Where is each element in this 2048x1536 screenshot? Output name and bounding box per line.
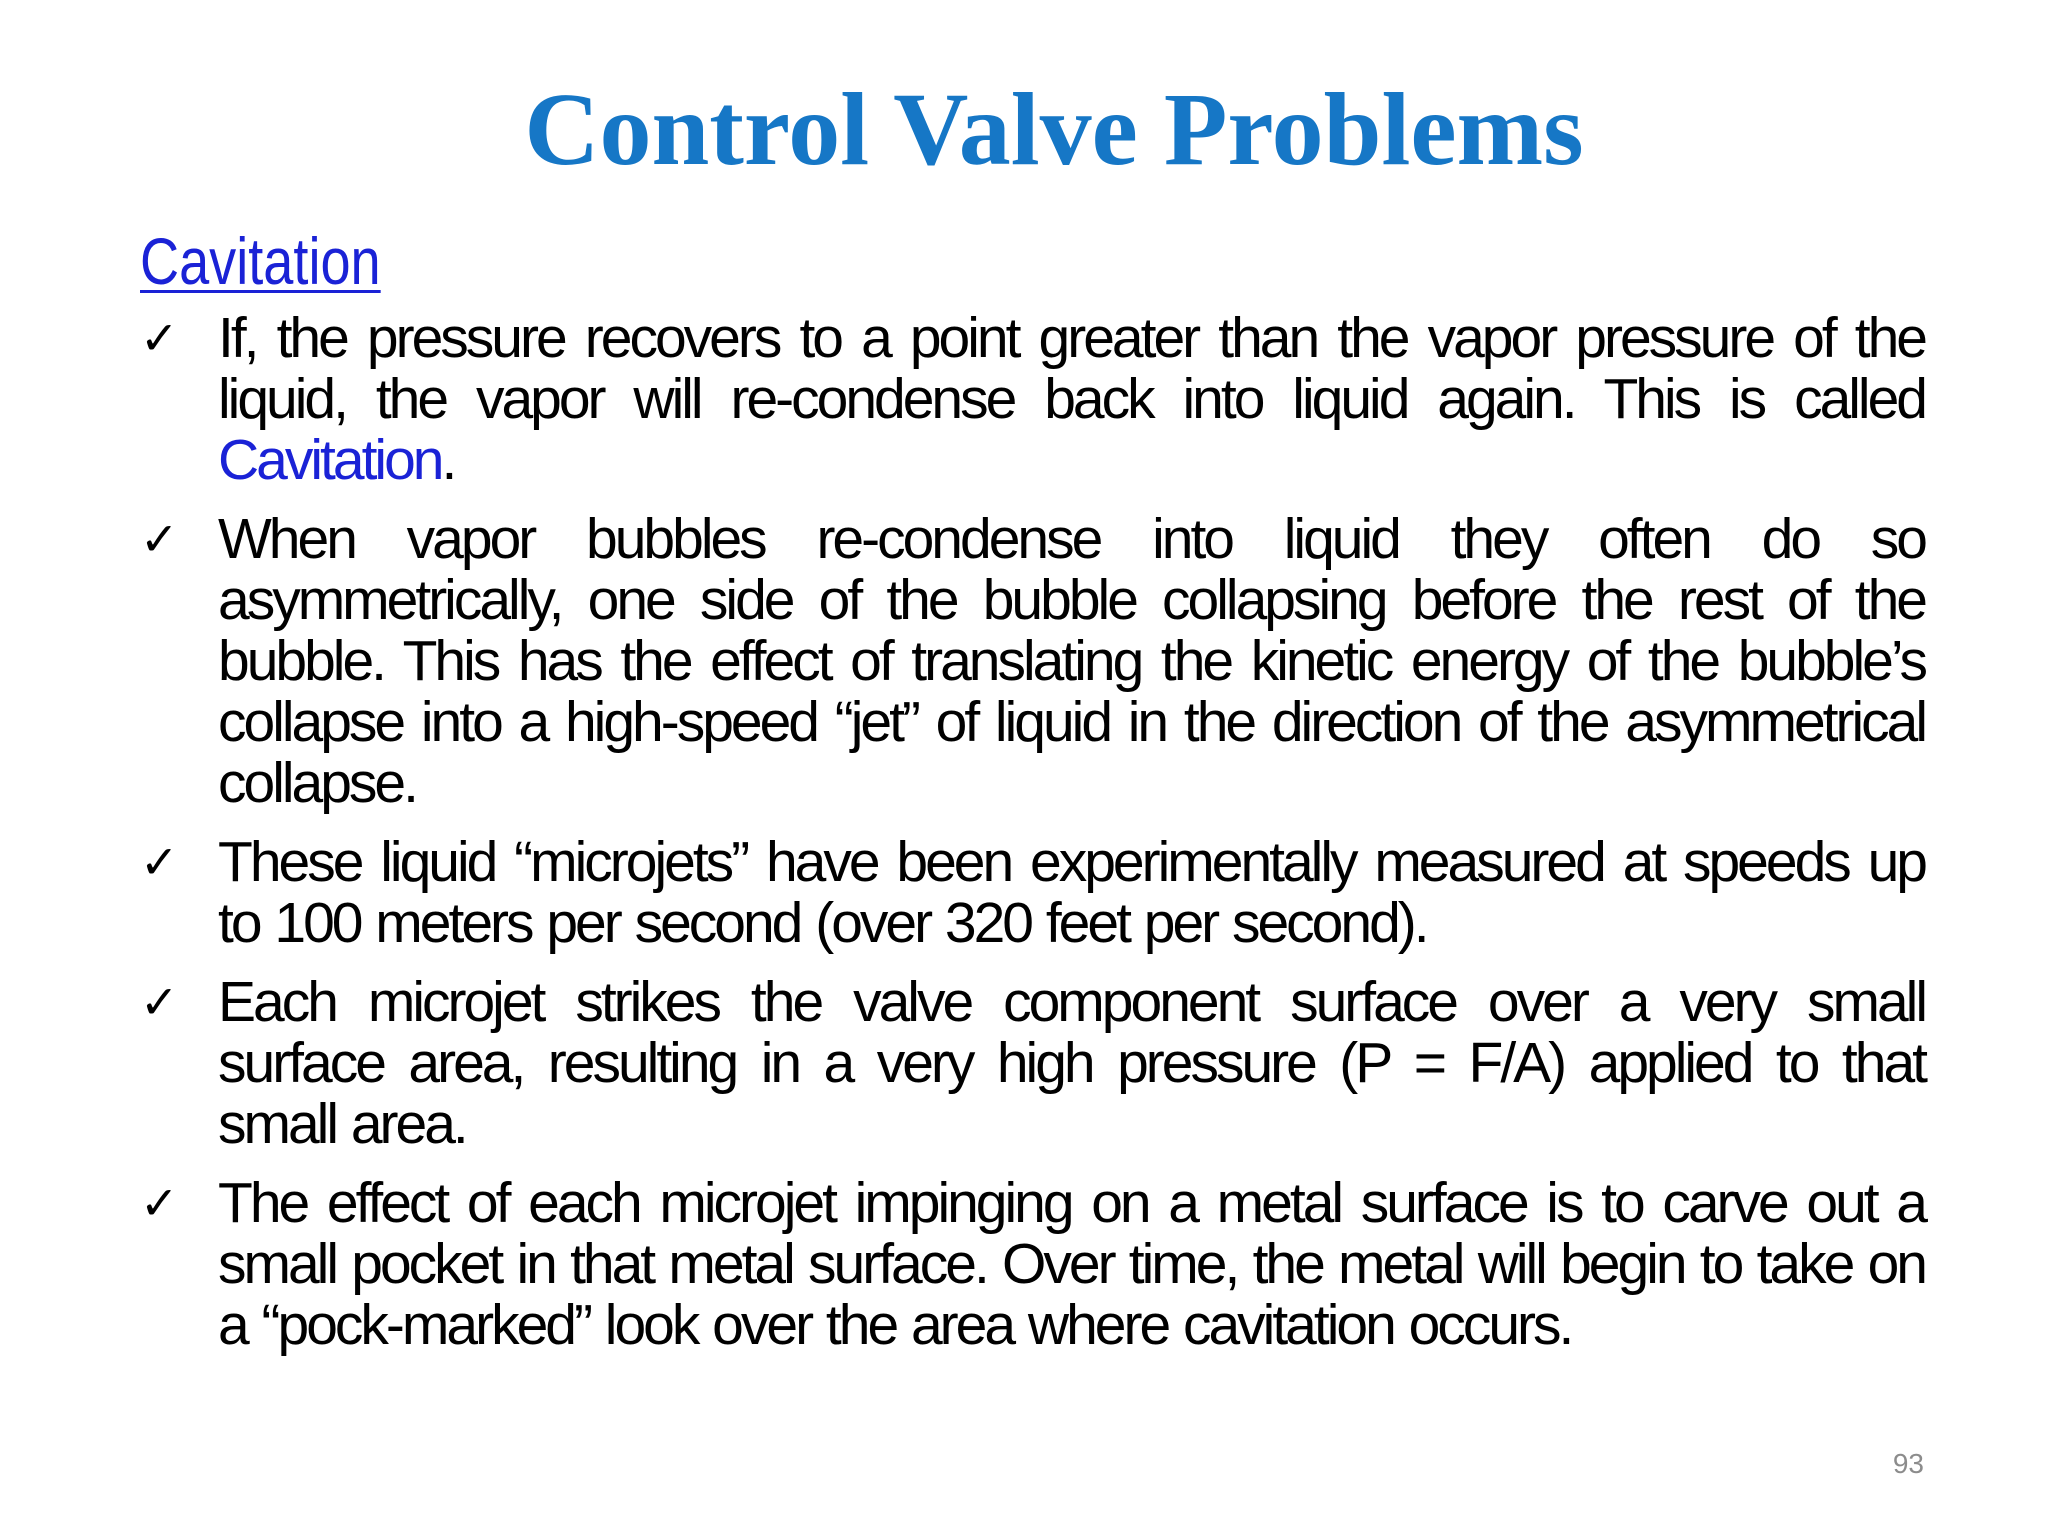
bullet-item — [140, 832, 1925, 954]
slide-title: Control Valve Problems — [524, 72, 1584, 187]
page-number: 93 — [1892, 1448, 1924, 1479]
bullet-text: Each microjet strikes the valve component surface over a very small surface area, resulting in a very high pressure (P = F/A) applied to that small area. — [218, 970, 1925, 1156]
checkmark-icon: ✓ — [140, 1176, 179, 1230]
bullet-list — [140, 308, 1925, 1374]
checkmark-icon: ✓ — [140, 512, 179, 566]
bullet-item — [140, 1173, 1925, 1356]
highlighted-term: Cavitation — [218, 428, 442, 492]
bullet-text-end: . — [441, 428, 455, 492]
checkmark-icon: ✓ — [140, 975, 179, 1029]
bullet-item — [140, 308, 1925, 491]
bullet-text: When vapor bubbles re-condense into liquid they often do so asymmetrically, one side of the bubble collapsing before the rest of the bubble. This has the effect of translating the kinetic energy of the bubble’s collapse into a high-speed “jet” of liquid in the direction of the asymmetrical collapse. — [218, 507, 1925, 815]
checkmark-icon: ✓ — [140, 835, 179, 889]
section-heading-cavitation[interactable]: Cavitation — [140, 224, 381, 298]
bullet-text-part: If, the pressure recovers to a point greater than the vapor pressure of the liquid, the vapor will re-condense back into liquid again. This is called — [218, 306, 1925, 431]
bullet-item — [140, 972, 1925, 1155]
bullet-item — [140, 509, 1925, 814]
bullet-text: These liquid “microjets” have been experimentally measured at speeds up to 100 meters per second (over 320 feet per second). — [218, 830, 1925, 955]
checkmark-icon: ✓ — [140, 311, 179, 365]
bullet-text — [218, 308, 1925, 491]
bullet-text: The effect of each microjet impinging on a metal surface is to carve out a small pocket in that metal surface. Over time, the metal will begin to take on a “pock-marked” look over the area where cavitation occurs. — [218, 1171, 1925, 1357]
